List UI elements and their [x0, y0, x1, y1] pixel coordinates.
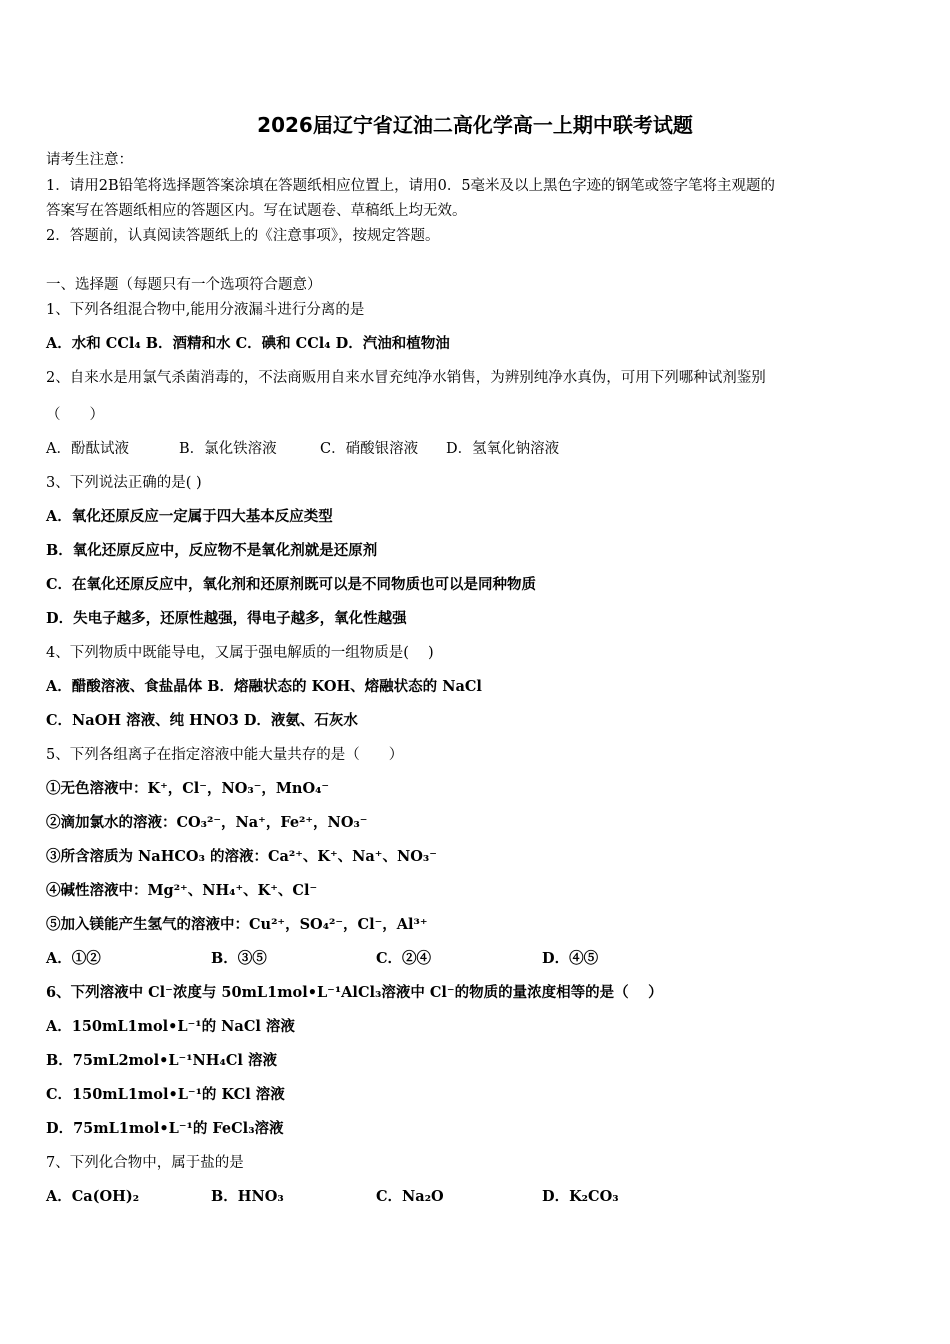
q5-option-c: C．②④ — [376, 950, 432, 967]
q5-option-b: B．③⑤ — [211, 950, 267, 967]
q7-options — [46, 1187, 902, 1207]
q5-option-a: A．①② — [46, 950, 101, 967]
q6-option-b: B．75mL2mol•L⁻¹NH₄Cl 溶液 — [46, 1052, 277, 1069]
q7-option-b: B．HNO₃ — [211, 1188, 284, 1205]
q6-option-d: D．75mL1mol•L⁻¹的 FeCl₃溶液 — [46, 1120, 284, 1137]
q3-stem: 3、下列说法正确的是( ) — [46, 475, 202, 491]
q3-option-b: B．氧化还原反应中，反应物不是氧化剂就是还原剂 — [46, 542, 378, 559]
q2-options — [46, 439, 902, 459]
q6-option-c: C．150mL1mol•L⁻¹的 KCl 溶液 — [46, 1086, 285, 1103]
q2-option-c: C．硝酸银溶液 — [320, 441, 419, 457]
q7-option-d: D．K₂CO₃ — [542, 1188, 619, 1205]
q3-option-a: A．氧化还原反应一定属于四大基本反应类型 — [46, 508, 333, 525]
q2-stem: 2、自来水是用氯气杀菌消毒的，不法商贩用自来水冒充纯净水销售，为辨别纯净水真伪，可用下列哪种试剂鉴别 — [46, 370, 766, 386]
q5-options — [46, 949, 902, 969]
q5-stem: 5、下列各组离子在指定溶液中能大量共存的是（ ） — [46, 747, 404, 763]
notice-item-2: 2．答题前，认真阅读答题纸上的《注意事项》，按规定答题。 — [46, 228, 440, 244]
q7-option-c: C．Na₂O — [376, 1188, 444, 1205]
q7-stem: 7、下列化合物中，属于盐的是 — [46, 1155, 244, 1171]
q5-option-d: D．④⑤ — [542, 950, 599, 967]
q2-option-d: D．氢氧化钠溶液 — [446, 441, 560, 457]
q1-stem: 1、下列各组混合物中,能用分液漏斗进行分离的是 — [46, 302, 365, 318]
q6-option-a: A．150mL1mol•L⁻¹的 NaCl 溶液 — [46, 1018, 295, 1035]
q3-option-c: C．在氧化还原反应中，氧化剂和还原剂既可以是不同物质也可以是同种物质 — [46, 576, 537, 593]
exam-title: 2026届辽宁省辽油二高化学高一上期中联考试题 — [257, 113, 693, 137]
q6-stem: 6、下列溶液中 Cl⁻浓度与 50mL1mol•L⁻¹AlCl₃溶液中 Cl⁻的物质的量浓度相等的是（ ） — [46, 984, 663, 1001]
q2-paren: （ ） — [46, 407, 104, 423]
q5-item-1: ①无色溶液中：K⁺，Cl⁻，NO₃⁻，MnO₄⁻ — [46, 780, 330, 797]
q1-options: A．水和 CCl₄ B．酒精和水 C．碘和 CCl₄ D．汽油和植物油 — [46, 335, 450, 352]
q4-options-cd: C．NaOH 溶液、纯 HNO3 D．液氨、石灰水 — [46, 712, 358, 729]
notice-item-1-line-2: 答案写在答题纸相应的答题区内。写在试题卷、草稿纸上均无效。 — [46, 203, 467, 219]
q5-item-2: ②滴加氯水的溶液：CO₃²⁻，Na⁺，Fe²⁺，NO₃⁻ — [46, 814, 368, 831]
q5-item-4: ④碱性溶液中：Mg²⁺、NH₄⁺、K⁺、Cl⁻ — [46, 882, 318, 899]
notice-item-1-line-1: 1．请用2B铅笔将选择题答案涂填在答题纸相应位置上，请用0．5毫米及以上黑色字迹的钢笔或签字笔将主观题的 — [46, 178, 776, 194]
q2-option-a: A．酚酞试液 — [46, 441, 129, 457]
section-title: 一、选择题（每题只有一个选项符合题意） — [46, 277, 322, 293]
q5-item-3: ③所含溶质为 NaHCO₃ 的溶液：Ca²⁺、K⁺、Na⁺、NO₃⁻ — [46, 848, 437, 865]
q4-options-ab: A．醋酸溶液、食盐晶体 B．熔融状态的 KOH、熔融状态的 NaCl — [46, 678, 482, 695]
q3-option-d: D．失电子越多，还原性越强，得电子越多，氧化性越强 — [46, 610, 407, 627]
q5-item-5: ⑤加入镁能产生氢气的溶液中：Cu²⁺，SO₄²⁻，Cl⁻，Al³⁺ — [46, 916, 428, 933]
notice-heading: 请考生注意： — [46, 152, 133, 168]
q2-option-b: B．氯化铁溶液 — [179, 441, 277, 457]
q7-option-a: A．Ca(OH)₂ — [46, 1188, 140, 1205]
q4-stem: 4、下列物质中既能导电，又属于强电解质的一组物质是( ) — [46, 645, 434, 661]
